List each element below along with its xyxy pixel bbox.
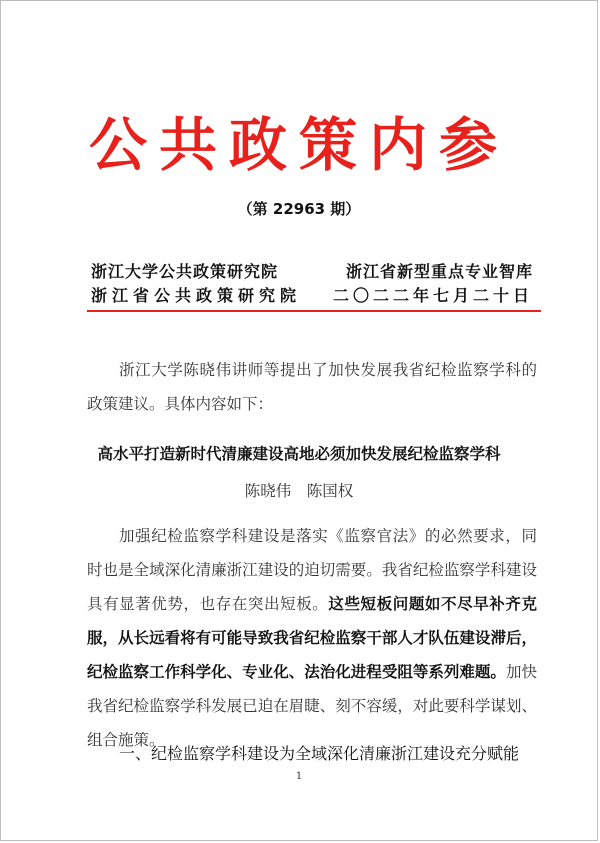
article-authors: 陈晓伟 陈国权: [244, 482, 354, 500]
body-text-emphasis: 这些短板问题如不尽早补齐克服，从长远看将有可能导致我省纪检监察干部人才队伍建设滞后，纪检监察工作科学化、专业化、法治化进程受阻等系列难题。: [87, 595, 537, 681]
body-text-conclusion: 加快我省纪检监察学科发展已迫在眉睫、刻不容缓，对此要科学谋划、组合施策。: [87, 663, 537, 749]
publisher-institute: 浙江大学公共政策研究院: [91, 262, 279, 281]
body-paragraph: [87, 519, 537, 757]
publisher-think-tank: 浙江省新型重点专业智库: [345, 262, 533, 281]
masthead-title: 公共政策内参: [88, 111, 509, 179]
section-heading: 一、纪检监察学科建设为全域深化清廉浙江建设充分赋能: [119, 744, 520, 763]
intro-paragraph: 浙江大学陈晓伟讲师等提出了加快发展我省纪检监察学科的政策建议。具体内容如下：: [87, 361, 537, 413]
issue-number: （第 22963 期）: [237, 200, 361, 218]
publish-date: 二〇二二年七月二十日: [332, 286, 533, 305]
article-title: 高水平打造新时代清廉建设高地必须加快发展纪检监察学科: [97, 445, 501, 463]
publisher-row-1: [91, 259, 533, 282]
body-text-intro: 加强纪检监察学科建设是落实《监察官法》的必然要求，同时也是全域深化清廉浙江建设的迫切需要。我省纪检监察学科建设具有显著优势，也存在突出短板。: [87, 527, 537, 613]
header-divider: [87, 310, 541, 312]
page-number: 1: [295, 771, 303, 782]
publisher-provincial-institute: 浙江省公共政策研究院: [91, 286, 302, 305]
publisher-row-2: [91, 283, 533, 306]
